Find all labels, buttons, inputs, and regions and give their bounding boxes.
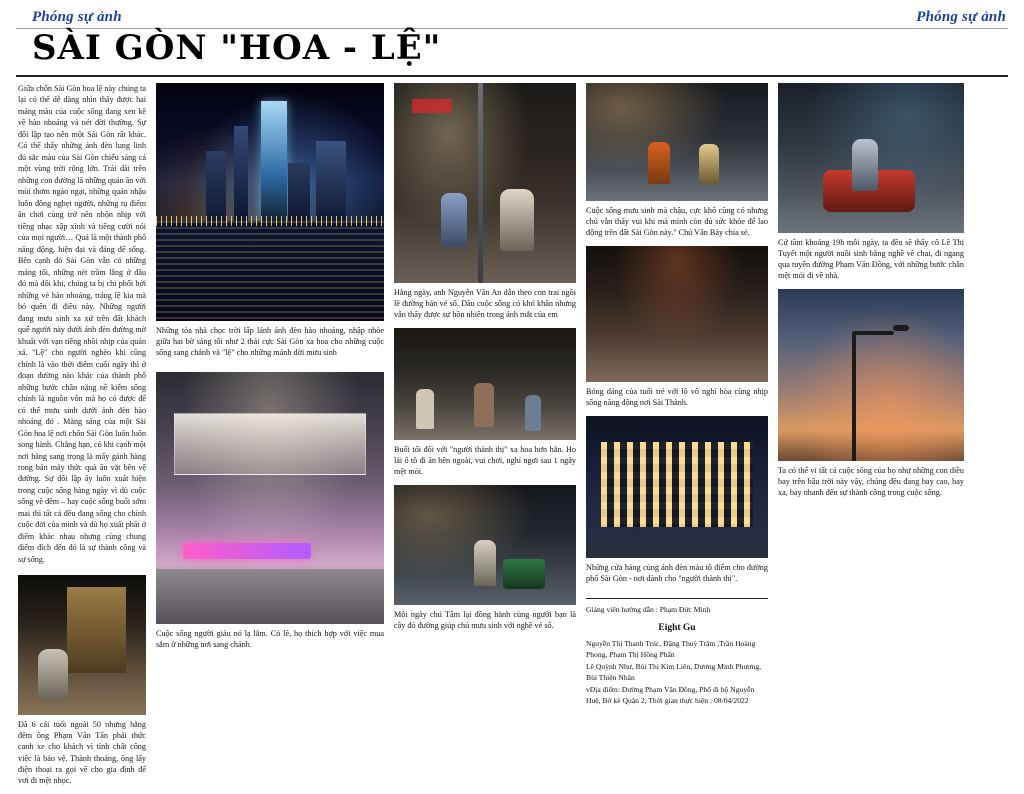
column-4 [586, 83, 768, 706]
column-1 [18, 83, 146, 794]
credits-block [586, 598, 768, 706]
photo-skyline-night [156, 83, 384, 321]
credit-instructor: Giảng viên hướng dẫn : Phạm Đức Minh [586, 605, 711, 615]
caption-lottery-seller: Mỗi ngày chú Tâm lại đồng hành cùng người bạn là cây đó đường giúp chú mưu sinh với nghề vé số. [394, 610, 576, 631]
photo-lottery-seller [394, 485, 576, 605]
photo-youth-crowd [586, 246, 768, 382]
caption-security-guard: Đã 6 cái tuổi ngoài 50 nhưng hằng đêm ông Phạm Văn Tấn phải thức canh xe cho khách vì tính chất công việc là bảo vệ. Thành thoảng, ông lấy điện thoại ra gọi về cho gia đình để vơi đi mệt nhọc. [18, 720, 146, 785]
caption-skyline-night: Những tòa nhà chọc trời lấp lánh ánh đèn hào nhoáng, nhập nhòe giữa hai bờ sáng tối như 2 thái cực Sài Gòn xa hoa cho những cuộc sống sang chảnh và "lệ" cho những mảnh đời mưu sinh [156, 326, 384, 358]
masthead [14, 0, 1010, 28]
kicker-right: Phóng sự ảnh [916, 9, 1006, 25]
caption-lit-building: Những cửa hàng cùng ánh đèn màu tô điểm cho đường phố Sài Gòn - nơi dành cho "người thành thị". [586, 563, 768, 584]
caption-youth-crowd: Bóng dáng của tuổi trẻ với lô vô nghỉ hòa cùng nhịp sống năng động nơi Sài Thành. [586, 387, 768, 408]
credit-members-1: Nguyễn Thị Thanh Trúc, Đặng Thuỳ Trâm ,Trần Hoàng Phong, Phạm Thị Hồng Phấn [586, 639, 756, 660]
photo-street-vendor [586, 83, 768, 201]
photo-motorbike-recycler [778, 83, 964, 233]
lead-article-text: Giữa chốn Sài Gòn hoa lệ này chúng ta lại có thể dễ dàng nhìn thấy được hai mảng màu của cuộc sống đang xen kẽ về hào nhoáng và nét đời thường. Sự đối lập tạo nên một Sài Gòn rất khác. Có thể thấy những ánh đèn lung linh đủ sắc màu của Sài Gòn chiếu sáng cả một vùng trời rộng lớn. Trải dài trên những con đường là những quán ăn với mùi thơm ngào ngạt, những quán nhậu luôn đông nghẹt người, những tụ điểm ăn chơi cùng trở nên nhộn nhịp với tiếng nhạc xập xình và tiếng cười nói của mọi người… Quả là một thành phố năng động, hiện đại và đáng để sống. Bên cạnh đó Sài Gòn vẫn có những mảng tối, những nét trầm lắng ở đâu đó mà đôi khi, chúng ta bị chi phối bởi những vẻ hào nhoáng, tráng lệ kia mà bỏ quên đi điều này. Những người đang mưu sinh xa xứ trên đất khách quê người này dưới ánh đèn đường mờ khuất với vạn tiếng nhồi nhịp của quán xá. "Lệ" cho người nghèo khi cũng chính là vào thời điểm cuối ngày thì ở đoạn đường nào khác của thành phố những bước chân nặng nề kiếm sống chính là nguồn vốn mà họ có được để có thể mưu sinh dưới ánh đèn hào nhoáng đó . Màng sáng của một Sài Gòn hoa lệ nơi chốn Sài Gòn luôn luôn song hành. Chẳng hạn, có khi cạnh một nơi hàng sang trọng là mấy gánh hàng rong bán máy thức quà ăn vặt bên vệ đường. Sự đối lập ấy luôn xuất hiện trong cuộc sống hàng ngày vì dù cuộc sống về đêm – hay cuộc sống buổi sớm mai thì tất cả đều đang sống cho chính cuộc đời của mình và dù họ xuất phát ở điểm khác nhau nhưng cùng chung điểm đích đến đó là sự thành công và sự sống. [18, 84, 146, 564]
credit-group-name: Eight Gu [658, 622, 696, 633]
credit-location: vĐịa điểm: Đường Phạm Văn Đồng, Phố đi bộ Nguyễn Huệ, Bờ kè Quận 2, Thời gian thực hiện : 08/04/2022 [586, 684, 755, 706]
column-2 [156, 83, 384, 658]
photo-father-and-son [394, 83, 576, 283]
caption-street-vendor: Cuộc sống mưu sinh mà chậu, cực khổ cũng có nhưng chú vẫn thấy vui khi mà mình còn đủ sức khỏe để lao động trên đất Sài Gòn này." Chú Văn Bảy chia sẻ. [586, 206, 768, 238]
photo-evening-street [394, 328, 576, 440]
column-5 [778, 83, 964, 506]
caption-motorbike-recycler: Cứ tầm khoảng 19h mỗi ngày, ta đều sẽ thấy cô Lê Thị Tuyết một người nuôi sinh bằng nghề vẽ chai, đi ngang qua tuyến đường Phạm Văn Đồng, với những bước chân mệt mỏi đi về nhà. [778, 238, 964, 281]
page-title: SÀI GÒN "HOA - LỆ" [32, 28, 442, 68]
caption-streetlamp-sunset: Ta có thể ví tất cả cuộc sống của họ như những con diều bay trên bầu trời này vậy, chúng đều đang bay cao, bay xa, bay nhanh đến sự thành công trong cuộc sống. [778, 466, 964, 498]
caption-shopping-mall: Cuộc sống người giàu nó lạ lắm. Có lẽ, họ thích hợp với việc mua sắm ở những nơi sang chảnh. [156, 629, 384, 650]
photo-shopping-mall [156, 372, 384, 624]
photo-streetlamp-sunset [778, 289, 964, 461]
headline-rule [16, 75, 1008, 77]
column-3 [394, 83, 576, 640]
headline-block [14, 29, 1010, 71]
credit-members-2: Lê Quỳnh Như, Bùi Thị Kim Liên, Dương Minh Phương, Bùi Thiện Nhân [586, 661, 762, 683]
photo-security-guard [18, 575, 146, 715]
photo-lit-building [586, 416, 768, 558]
caption-father-and-son: Hằng ngày, anh Nguyễn Văn An dẫn theo con trai ngồi lề đường bán vé số. Dầu cuộc sống có khó khăn nhưng vẫn thấy được sự hồn nhiên trong ánh mắt của em [394, 288, 576, 320]
kicker-left: Phóng sự ảnh [32, 9, 122, 25]
caption-evening-street: Buổi tối đối với "người thành thị" xa hoa hơn hẳn. Họ lái ô tô đi ăn bên ngoài, vui chơi, nghỉ ngơi sau 1 ngày mệt mỏi. [394, 445, 576, 477]
column-grid [14, 83, 1010, 794]
